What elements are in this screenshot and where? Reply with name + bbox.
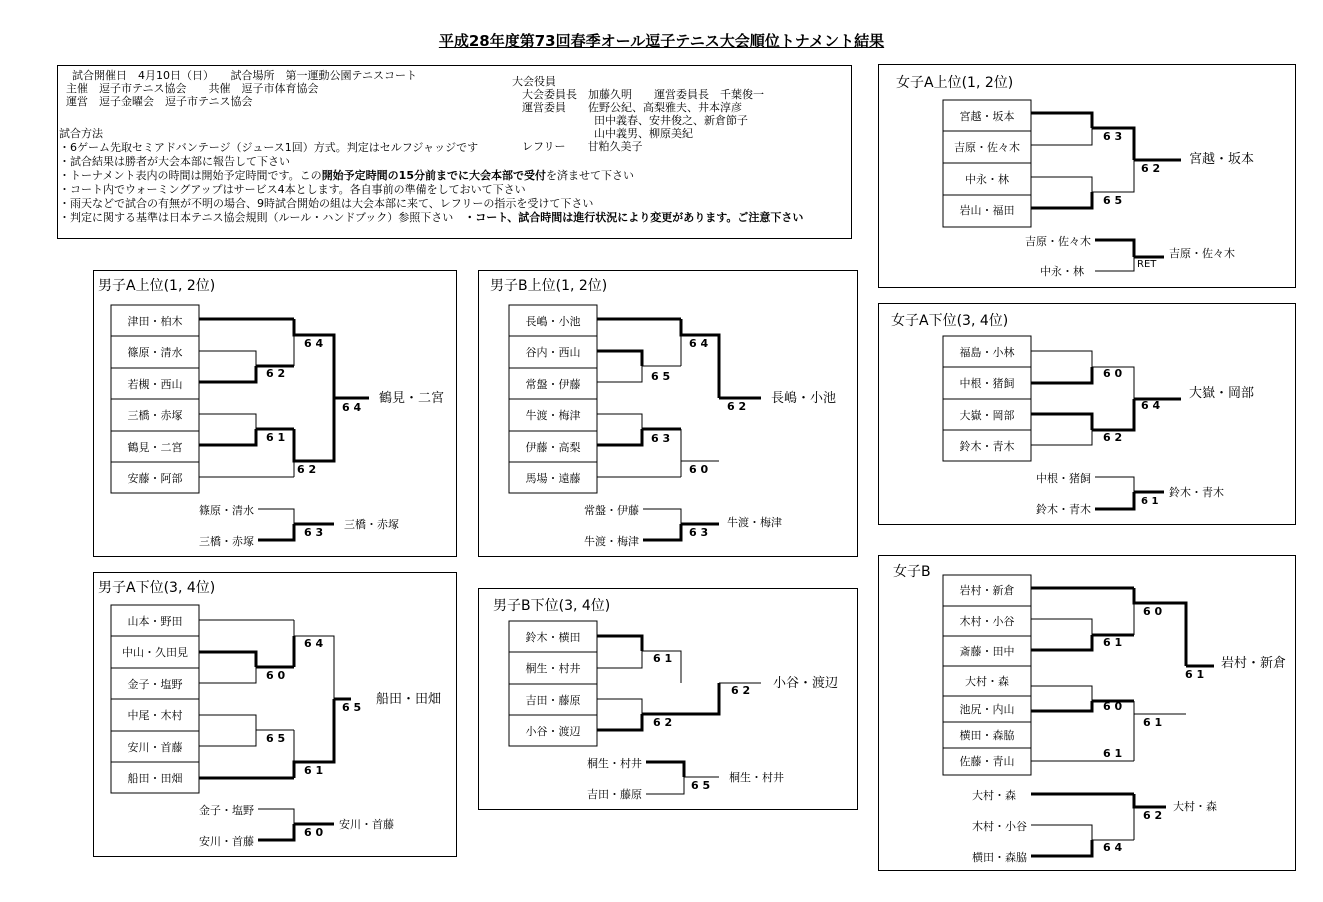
score: 6 0 (304, 826, 324, 839)
player-name: 中永・林 (1040, 265, 1084, 278)
player-name: 三橋・赤塚 (127, 409, 183, 422)
bracket-line (597, 414, 642, 429)
bracket-line (1095, 240, 1134, 257)
bracket-line (642, 683, 719, 714)
panel-men-b-lower (478, 588, 858, 810)
bracket-line (597, 429, 642, 445)
score: 6 0 (1103, 367, 1123, 380)
player-name: 吉原・佐々木 (954, 141, 1020, 154)
score: RET (1137, 259, 1157, 270)
score: 6 3 (304, 526, 324, 539)
panel-title: 男子A上位(1, 2位) (98, 278, 216, 294)
score: 6 0 (689, 463, 709, 476)
panel-title: 男子A下位(3, 4位) (98, 580, 216, 596)
player-name: 吉田・藤原 (587, 788, 642, 801)
bracket-line (1031, 840, 1092, 856)
score: 6 1 (1103, 636, 1123, 649)
officials-referee: レフリー 甘粕久美子 (522, 140, 643, 153)
panel-women-a-lower (878, 303, 1296, 525)
bracket-line (199, 730, 256, 746)
bracket-line (1134, 588, 1186, 666)
bracket-line (199, 351, 256, 366)
officials-line-3: 田中義春、安井俊之、新倉節子 (594, 114, 748, 127)
bracket-line (1031, 619, 1092, 635)
info-rule-5: ・雨天などで試合の有無が不明の場合、9時試合開始の組は大会本部に来て、レフリーの指示を受けて下さい (59, 197, 594, 210)
player-name: 安川・首藤 (127, 741, 183, 754)
player-name: 津田・柏木 (127, 315, 183, 328)
winner-name: 安川・首藤 (339, 818, 394, 831)
bracket-line (1092, 160, 1134, 192)
bracket-line (681, 319, 719, 398)
score: 6 0 (1143, 605, 1163, 618)
winner-name: 大村・森 (1173, 800, 1217, 813)
player-name: 中根・猪飼 (959, 377, 1015, 390)
bracket-line (258, 509, 294, 524)
player-name: 金子・塩野 (199, 804, 254, 817)
player-name: 長嶋・小池 (525, 315, 581, 328)
score: 6 1 (1103, 747, 1123, 760)
page-title: 平成28年度第73回春季オール逗子テニス大会順位トナメント結果 (438, 32, 885, 50)
winner-name: 鈴木・青木 (1169, 486, 1224, 499)
bracket-line (1031, 430, 1092, 445)
score: 6 2 (1143, 809, 1163, 822)
score: 6 4 (342, 401, 362, 414)
player-name: 鈴木・横田 (525, 631, 581, 644)
bracket-line (646, 777, 684, 794)
player-name: 谷内・西山 (525, 346, 581, 359)
score: 6 5 (266, 732, 286, 745)
player-name: 三橋・赤塚 (199, 535, 254, 548)
player-name: 山本・野田 (127, 615, 183, 628)
player-name: 鈴木・青木 (1036, 503, 1091, 516)
score: 6 1 (653, 652, 673, 665)
player-name: 鈴木・青木 (959, 440, 1015, 453)
score: 6 1 (1185, 668, 1205, 681)
bracket-line (1092, 399, 1134, 430)
player-name: 宮越・坂本 (959, 110, 1015, 123)
score: 6 1 (266, 431, 286, 444)
officials-title: 大会役員 (512, 75, 556, 88)
info-method-title: 試合方法 (59, 127, 103, 140)
bracket-line (1031, 825, 1092, 840)
player-name: 若槻・西山 (127, 378, 183, 391)
score: 6 0 (266, 669, 286, 682)
score: 6 4 (1141, 399, 1161, 412)
bracket-line (199, 429, 256, 445)
bracket (94, 271, 458, 558)
score: 6 5 (342, 701, 362, 714)
info-rule-1: ・6ゲーム先取セミアドバンテージ（ジュース1回）方式。判定はセルフジャッジです (59, 141, 479, 154)
player-name: 常盤・伊藤 (525, 378, 581, 391)
score: 6 5 (651, 370, 671, 383)
winner-name: 鶴見・二宮 (379, 391, 445, 406)
winner-name: 三橋・赤塚 (344, 518, 399, 531)
player-name: 篠原・清水 (127, 346, 183, 359)
bracket-line (1031, 686, 1092, 701)
info-rule-4: ・コート内でウォーミングアップはサービス4本とします。各自事前の準備をしておいて下さい (59, 183, 526, 196)
officials-line-2: 運営委員 佐野公紀、高梨雅夫、井本淳彦 (522, 101, 742, 114)
bracket-line (1031, 635, 1092, 650)
bracket-line (1031, 128, 1092, 145)
bracket-line (597, 699, 642, 714)
player-name: 安川・首藤 (199, 835, 254, 848)
tournament-info-box (57, 65, 852, 239)
player-name: 大嶽・岡部 (959, 409, 1015, 422)
bracket-line (646, 762, 684, 777)
bracket-line (258, 824, 294, 840)
info-rule-6: ・判定に関する基準は日本テニス協会規則（ルール・ハンドブック）参照下さい ・コート、試合時間は進行状況により変更があります。ご注意下さい (59, 211, 804, 224)
player-name: 鶴見・二宮 (127, 441, 183, 454)
score: 6 2 (731, 684, 751, 697)
winner-name: 吉原・佐々木 (1169, 247, 1235, 260)
player-name: 横田・森脇 (959, 729, 1015, 742)
bracket-line (1031, 351, 1092, 367)
bracket-line (199, 652, 256, 667)
player-name: 池尻・内山 (959, 703, 1015, 716)
player-name: 吉田・藤原 (525, 694, 581, 707)
player-name: 安藤・阿部 (127, 472, 183, 485)
player-name: 篠原・清水 (199, 504, 254, 517)
score: 6 2 (297, 463, 317, 476)
winner-name: 宮越・坂本 (1189, 152, 1255, 167)
bracket-line (258, 809, 294, 824)
panel-men-a-lower (93, 572, 457, 857)
bracket-line (597, 714, 642, 730)
panel-men-b-upper (478, 270, 858, 557)
bracket-line (1031, 414, 1092, 430)
bracket (94, 573, 458, 858)
bracket-line (258, 524, 294, 540)
player-name: 伊藤・高梨 (525, 441, 581, 454)
score: 6 4 (1103, 841, 1123, 854)
info-date-venue: 試合開催日 4月10日（日） 試合場所 第一運動公園テニスコート (72, 69, 418, 82)
score: 6 2 (653, 716, 673, 729)
info-management: 運営 逗子金曜会 逗子市テニス協会 (66, 95, 253, 108)
bracket-line (1031, 113, 1092, 128)
info-rule-2: ・試合結果は勝者が大会本部に報告して下さい (59, 155, 290, 168)
winner-name: 牛渡・梅津 (727, 516, 782, 529)
score: 6 1 (1143, 716, 1163, 729)
player-name: 金子・塩野 (127, 678, 183, 691)
bracket (879, 556, 1297, 872)
player-name: 福島・小林 (959, 346, 1015, 359)
player-name: 中永・林 (965, 173, 1009, 186)
bracket-line (199, 414, 256, 429)
player-name: 佐藤・青山 (959, 755, 1015, 768)
bracket-line (597, 636, 642, 651)
player-name: 中根・猪飼 (1036, 472, 1091, 485)
bracket-line (294, 319, 334, 398)
score: 6 1 (1141, 496, 1159, 507)
bracket-line (597, 366, 642, 382)
panel-title: 男子B下位(3, 4位) (493, 598, 611, 614)
player-name: 馬場・遠藤 (525, 472, 581, 485)
bracket (479, 589, 859, 811)
player-name: 牛渡・梅津 (525, 409, 581, 422)
player-name: 木村・小谷 (972, 820, 1027, 833)
player-name: 大村・森 (965, 675, 1009, 688)
officials-line-4: 山中義男、柳原美紀 (594, 127, 693, 140)
player-name: 桐生・村井 (587, 757, 642, 770)
bracket-line (643, 509, 681, 524)
player-name: 岩村・新倉 (959, 584, 1015, 597)
bracket-line (681, 429, 719, 461)
score: 6 4 (689, 337, 709, 350)
score: 6 4 (304, 337, 324, 350)
score: 6 2 (1103, 431, 1123, 444)
bracket-line (1134, 794, 1166, 807)
winner-name: 桐生・村井 (729, 771, 784, 784)
panel-title: 女子A下位(3, 4位) (891, 313, 1009, 329)
player-name: 木村・小谷 (959, 615, 1015, 628)
score: 6 2 (266, 367, 286, 380)
bracket-line (1095, 477, 1134, 492)
info-rule-3: ・トーナメント表内の時間は開始予定時間です。この開始予定時間の15分前までに大会本部で受付を済ませて下さい (59, 169, 634, 182)
officials-line-1: 大会委員長 加藤久明 運営委員長 千葉俊一 (522, 88, 764, 101)
bracket-line (1031, 192, 1092, 208)
winner-name: 船田・田畑 (376, 692, 442, 707)
panel-women-a-upper (878, 64, 1296, 288)
panel-title: 男子B上位(1, 2位) (490, 278, 608, 294)
player-name: 船田・田畑 (127, 772, 183, 785)
score: 6 3 (689, 526, 709, 539)
player-name: 横田・森脇 (972, 851, 1027, 864)
bracket-line (1031, 367, 1092, 383)
panel-title: 女子A上位(1, 2位) (896, 75, 1014, 91)
bracket-line (1031, 177, 1092, 192)
bracket-line (199, 667, 256, 683)
panel-title: 女子B (893, 564, 931, 580)
winner-name: 大嶽・岡部 (1189, 386, 1255, 401)
bracket (479, 271, 859, 558)
bracket-line (597, 351, 642, 366)
bracket-line (294, 620, 334, 636)
bracket (879, 65, 1297, 289)
player-name: 小谷・渡辺 (525, 725, 581, 738)
score: 6 2 (727, 400, 747, 413)
score: 6 4 (304, 637, 324, 650)
player-name: 岩山・福田 (959, 204, 1015, 217)
player-name: 桐生・村井 (525, 662, 581, 675)
player-name: 吉原・佐々木 (1025, 235, 1091, 248)
player-name: 常盤・伊藤 (584, 504, 639, 517)
panel-women-b (878, 555, 1296, 871)
score: 6 5 (691, 779, 711, 792)
info-organizer: 主催 逗子市テニス協会 共催 逗子市体育協会 (66, 82, 319, 95)
score: 6 3 (651, 432, 671, 445)
winner-name: 岩村・新倉 (1221, 656, 1287, 671)
winner-name: 小谷・渡辺 (773, 676, 839, 691)
bracket-line (199, 366, 256, 382)
bracket-line (1134, 701, 1186, 714)
bracket-line (199, 715, 256, 730)
player-name: 牛渡・梅津 (584, 535, 639, 548)
bracket-line (643, 524, 681, 540)
score: 6 5 (1103, 194, 1123, 207)
panel-men-a-upper (93, 270, 457, 557)
bracket-line (1095, 257, 1134, 271)
bracket (879, 304, 1297, 526)
score: 6 2 (1141, 162, 1161, 175)
player-name: 大村・森 (972, 789, 1016, 802)
bracket-line (294, 398, 334, 461)
score: 6 3 (1103, 130, 1123, 143)
player-name: 中尾・木村 (127, 709, 183, 722)
bracket-line (597, 651, 642, 668)
bracket-line (1031, 701, 1092, 711)
player-name: 中山・久田見 (122, 646, 188, 659)
bracket-line (1095, 492, 1134, 509)
winner-name: 長嶋・小池 (771, 391, 837, 406)
score: 6 0 (1103, 700, 1123, 713)
score: 6 1 (304, 764, 324, 777)
player-name: 斎藤・田中 (959, 645, 1015, 658)
